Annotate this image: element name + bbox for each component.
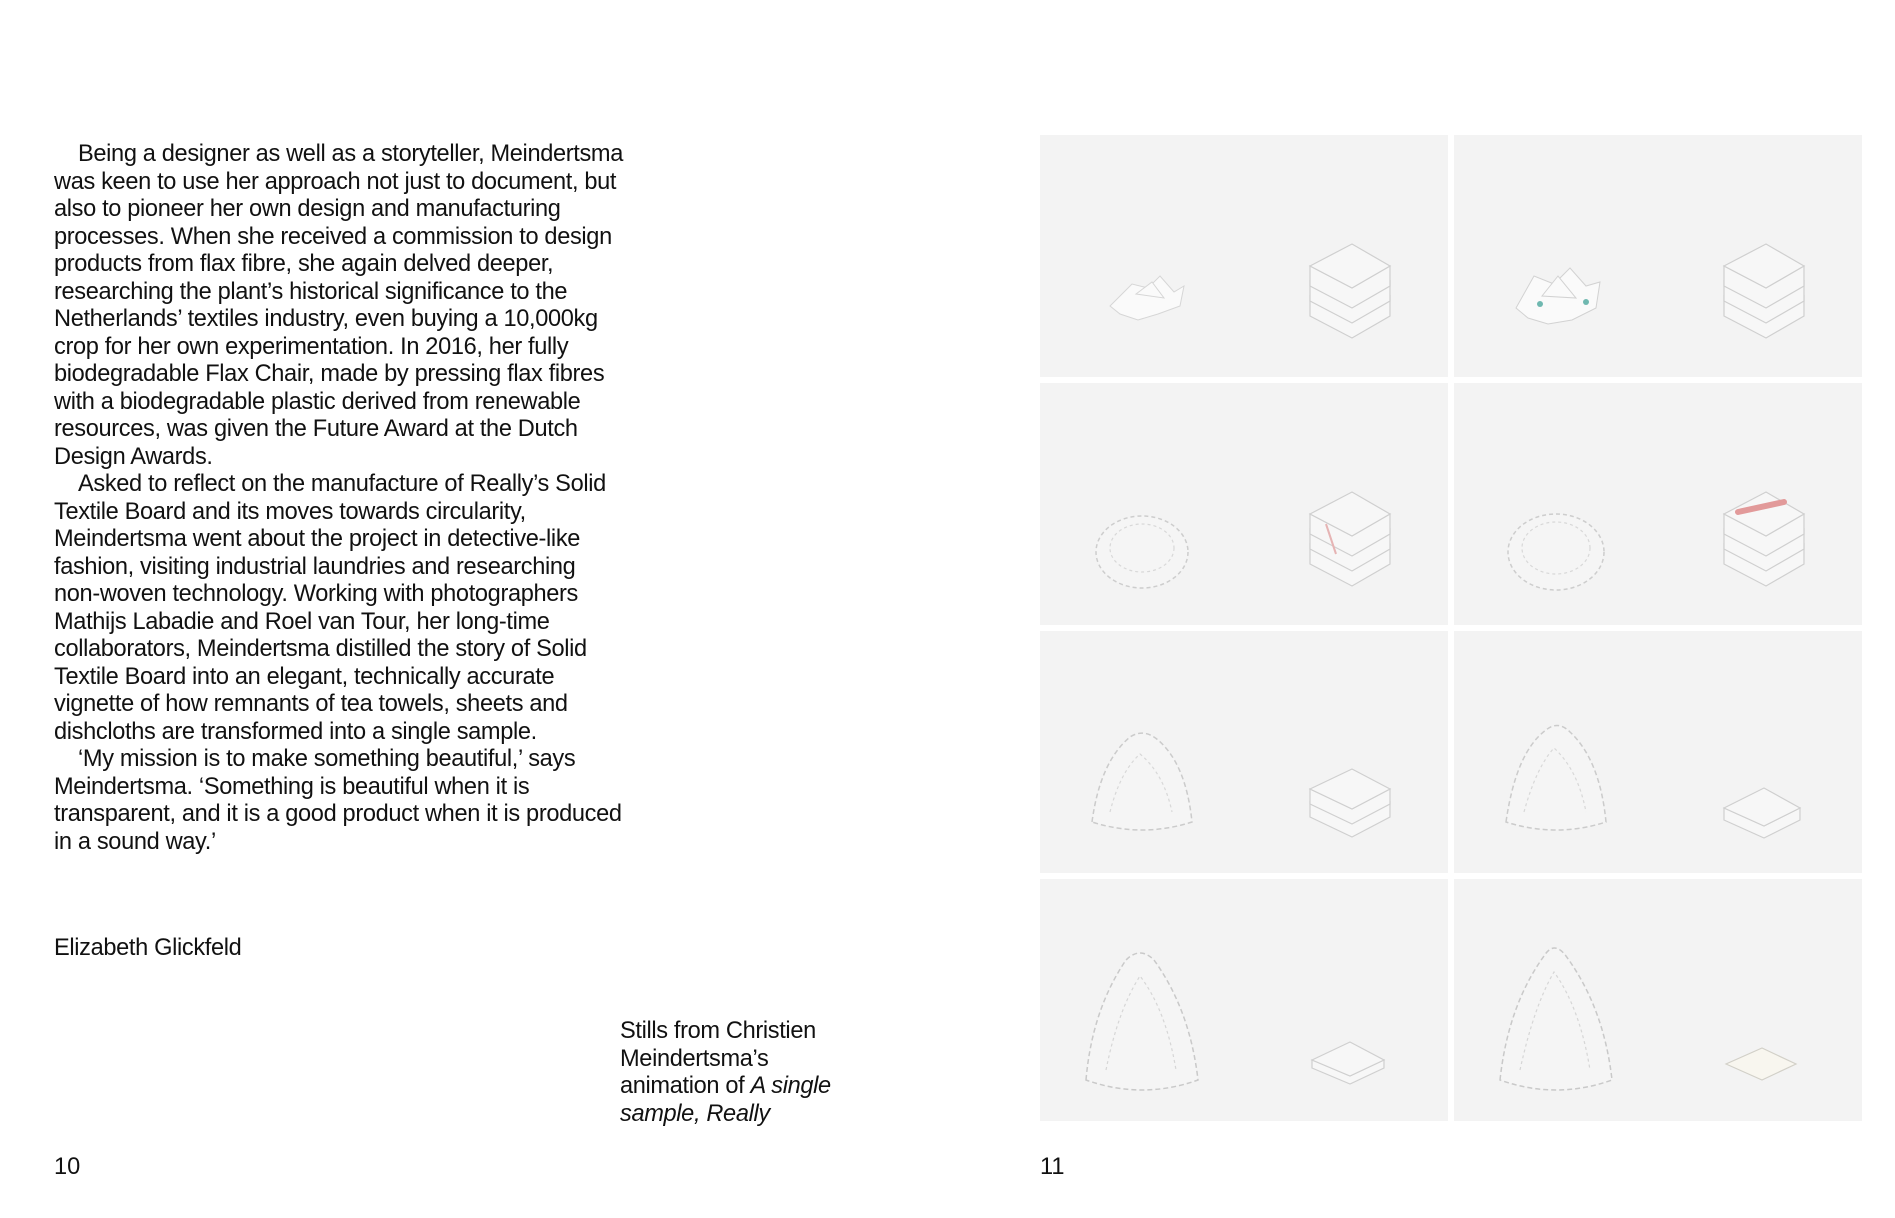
still-6-image	[1454, 631, 1862, 873]
still-7-image	[1040, 879, 1448, 1121]
caption-text: Stills from Christien Meindertsma’s animation of	[620, 1018, 816, 1099]
page-number-left: 10	[54, 1154, 81, 1180]
still-4-image	[1454, 383, 1862, 625]
still-8-image	[1454, 879, 1862, 1121]
caption-title: A single sample, Really	[620, 1073, 831, 1127]
paragraph-1: Being a designer as well as a storyteller, Meindertsma was keen to use her approach not just to document, but also to pioneer her own design and manufacturing processes. When she received a commission to design products from flax fibre, she again delved deeper, researching the plant’s historical significance to the Netherlands’ textiles industry, even buying a 10,000kg crop for her own experimentation. In 2016, her fully biodegradable Flax Chair, made by pressing flax fibres with a biodegradable plastic derived from renewable resources, was given the Future Award at the Dutch Design Awards.	[54, 141, 623, 470]
still-1-image	[1040, 135, 1448, 377]
still-4	[1454, 383, 1862, 625]
still-6	[1454, 631, 1862, 873]
still-2	[1454, 135, 1862, 377]
still-2-image	[1454, 135, 1862, 377]
paragraph-3: ‘My mission is to make something beautiful,’ says Meindertsma. ‘Something is beautiful when it is transparent, and it is a good product when it is produced in a sound way.’	[54, 746, 622, 855]
author-name: Elizabeth Glickfeld	[54, 935, 242, 961]
still-5	[1040, 631, 1448, 873]
still-3-image	[1040, 383, 1448, 625]
still-3	[1040, 383, 1448, 625]
still-1	[1040, 135, 1448, 377]
still-7	[1040, 879, 1448, 1121]
still-8	[1454, 879, 1862, 1121]
article-body	[54, 141, 624, 856]
animation-stills-grid	[1040, 135, 1862, 1121]
paragraph-2: Asked to reflect on the manufacture of Really’s Solid Textile Board and its moves towards circularity, Meindertsma went about the project in detective-like fashion, visiting industrial laundries and researching non-woven technology. Working with photographers Mathijs Labadie and Roel van Tour, her long-time collaborators, Meindertsma distilled the story of Solid Textile Board into an elegant, technically accurate vignette of how remnants of tea towels, sheets and dishcloths are transformed into a single sample.	[54, 471, 606, 745]
still-5-image	[1040, 631, 1448, 873]
image-caption	[620, 1018, 850, 1128]
page-number-right: 11	[1040, 1154, 1065, 1180]
stack	[1310, 244, 1390, 338]
